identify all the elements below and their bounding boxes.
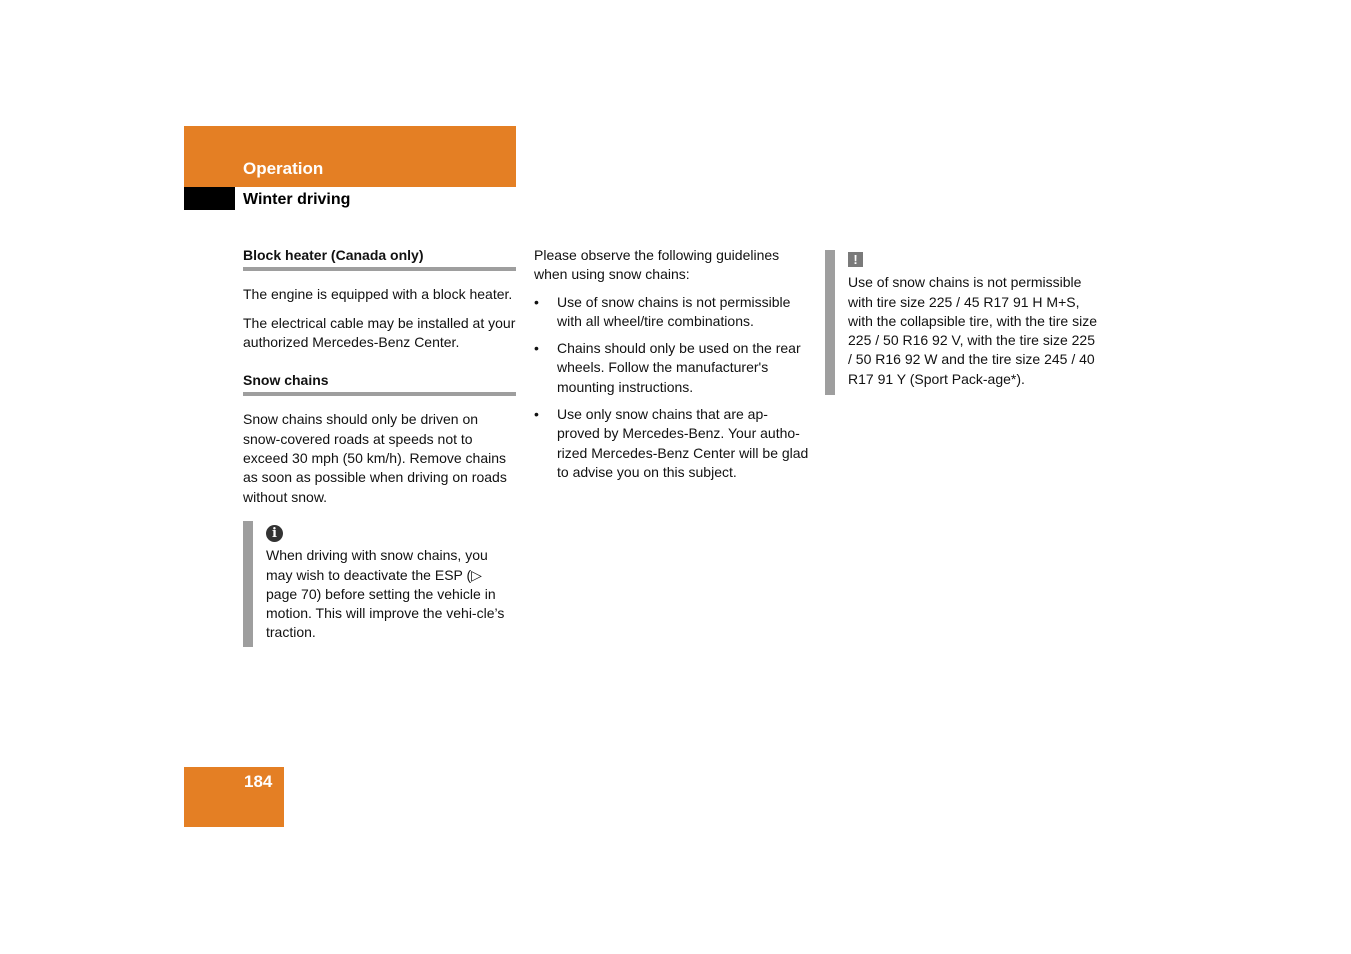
section-tab-marker [184, 187, 235, 210]
warning-icon: ! [848, 252, 863, 267]
header-bar [184, 126, 516, 187]
info-note-text: When driving with snow chains, you may wish to deactivate the ESP (▷ page 70) before setting the vehicle in motion. This will improve the vehi-cle’s traction. [266, 547, 505, 641]
warning-note-bar [825, 250, 835, 395]
info-icon: i [266, 525, 283, 542]
block-heater-paragraph-1: The engine is equipped with a block heater. [243, 286, 513, 303]
page-title: Winter driving [243, 191, 351, 208]
snow-chains-heading: Snow chains [243, 371, 516, 396]
section-title: Operation [243, 159, 324, 178]
column-right [825, 250, 1100, 395]
list-item: • Chains should only be used on the rear wheels. Follow the manufacturer's mounting instructions. [534, 340, 801, 395]
warning-note [825, 250, 1100, 395]
info-note-bar [243, 521, 253, 647]
block-heater-heading: Block heater (Canada only) [243, 246, 516, 271]
column-left [243, 246, 516, 647]
bullet-icon: • [534, 406, 539, 423]
bullet-icon: • [534, 293, 539, 310]
block-heater-paragraph-2: The electrical cable may be installed at your authorized Mercedes-Benz Center. [243, 314, 516, 350]
info-note [243, 521, 516, 647]
list-item: • Use only snow chains that are ap-proved by Mercedes-Benz. Your autho-rized Mercedes-Benz Center will be glad to advise you on this subject. [534, 406, 809, 480]
column-middle [534, 246, 809, 490]
page-number: 184 [244, 772, 273, 791]
guidelines-intro: Please observe the following guidelines when using snow chains: [534, 247, 780, 283]
warning-note-text: Use of snow chains is not permissible with tire size 225 / 45 R17 91 H M+S, with the collapsible tire, with the tire size 225 / 50 R16 92 V, with the tire size 225 / 50 R16 92 W and the tire size 245 / 40 R17 91 Y (Sport Pack-age*). [848, 274, 1097, 387]
list-item: • Use of snow chains is not permissible with all wheel/tire combinations. [534, 293, 791, 329]
bullet-icon: • [534, 340, 539, 357]
snow-chains-paragraph: Snow chains should only be driven on snow-covered roads at speeds not to exceed 30 mph (50 km/h). Remove chains as soon as possible when driving on roads without snow. [243, 411, 507, 505]
guidelines-list [534, 293, 809, 483]
